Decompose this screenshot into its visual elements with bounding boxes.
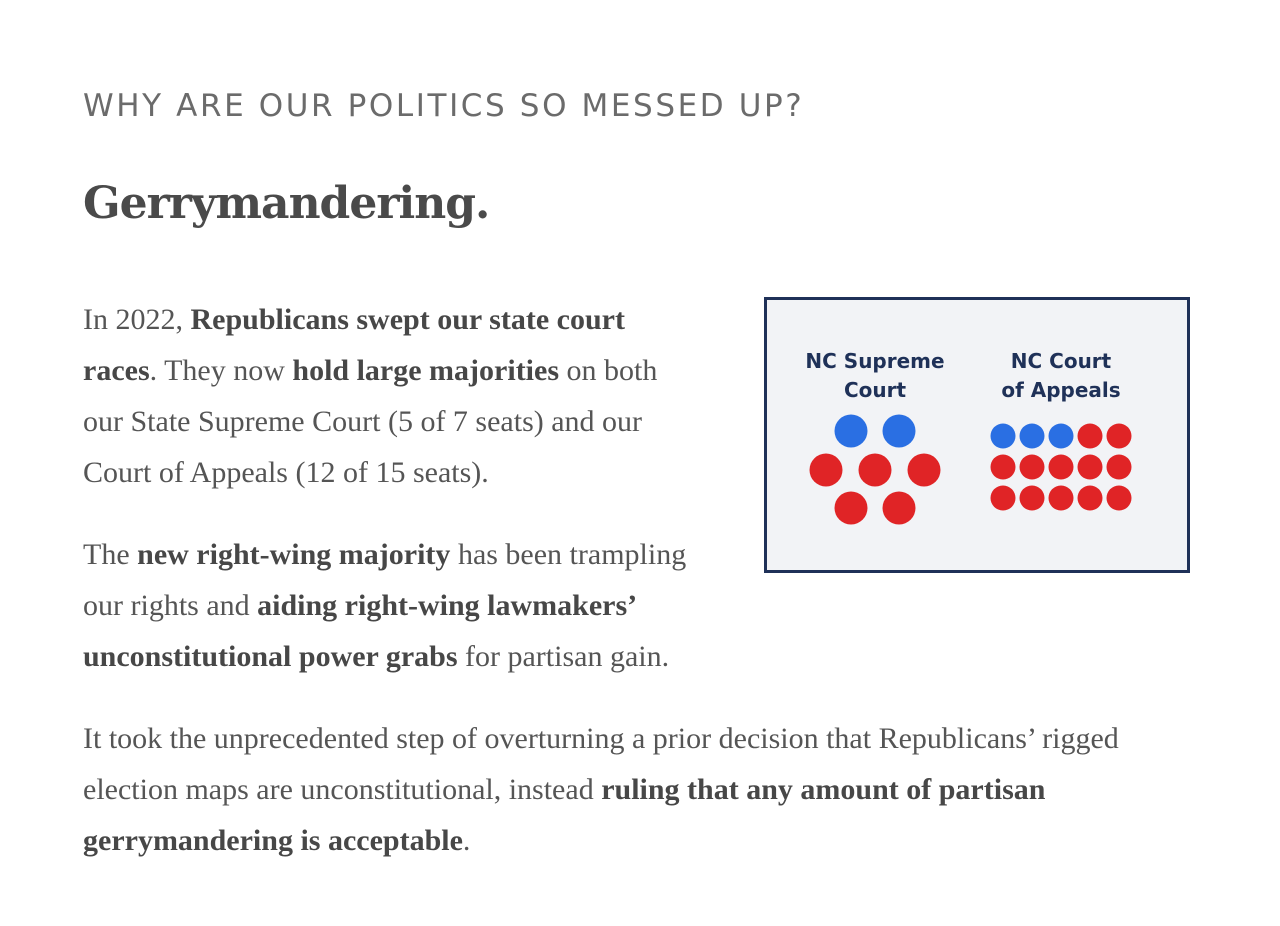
text-run: In 2022, [83,303,191,336]
court-of-appeals-seat [1078,486,1103,511]
supreme-court-seat [883,492,916,525]
supreme-court-seat [835,415,868,448]
text-run: for partisan gain. [457,640,670,673]
supreme-court-title-line1: NC Supreme [805,349,945,373]
bold-text-run: aiding right-wing lawmakers’ unconstitutional power grabs [83,589,635,673]
bold-text-run: new right-wing majority [137,538,451,571]
text-run: The [83,538,138,571]
court-of-appeals-seat [1107,486,1132,511]
court-of-appeals-seat [1078,455,1103,480]
supreme-court-seat [859,454,892,487]
supreme-court-seat [810,454,843,487]
court-of-appeals-seat [1049,486,1074,511]
text-run: . They now [149,354,293,387]
page-title: Gerrymandering. [83,178,490,229]
court-of-appeals-seat [1107,455,1132,480]
court-of-appeals-seat [1020,424,1045,449]
court-of-appeals-seat [991,424,1016,449]
supreme-court-seat [835,492,868,525]
supreme-court-seat [908,454,941,487]
text-run: . [462,824,471,857]
text-run: It took the unprecedented step of overturning a prior decision that Republicans’ rigged election maps are unconstitutional, instead [83,722,1119,806]
court-seats-graphic [764,297,1190,573]
seat-dots [767,300,1187,570]
court-of-appeals-seat [991,486,1016,511]
court-of-appeals-seat [1107,424,1132,449]
text-run: has been trampling our rights and [83,538,687,622]
supreme-court-title-line2: Court [843,378,907,402]
court-of-appeals-title-line2: of Appeals [1001,378,1121,402]
court-of-appeals-seat [1078,424,1103,449]
paragraph-right-wing-majority [83,529,723,682]
court-of-appeals-seat [991,455,1016,480]
court-of-appeals-title-line1: NC Court [1010,349,1112,373]
bold-text-run: ruling that any amount of partisan gerrymandering is acceptable [83,773,1046,857]
bold-text-run: Republicans swept our state court races [83,303,625,387]
court-of-appeals-seat [1049,424,1074,449]
paragraph-gerrymandering-ruling [83,713,1183,866]
supreme-court-seat [883,415,916,448]
bold-text-run: hold large majorities [292,354,560,387]
court-of-appeals-seat [1020,486,1045,511]
court-of-appeals-seat [1020,455,1045,480]
section-eyebrow: WHY ARE OUR POLITICS SO MESSED UP? [83,88,805,124]
court-of-appeals-seat [1049,455,1074,480]
text-run: on both our State Supreme Court (5 of 7 seats) and our Court of Appeals (12 of 15 seats). [83,354,658,489]
paragraph-court-races [83,294,693,498]
